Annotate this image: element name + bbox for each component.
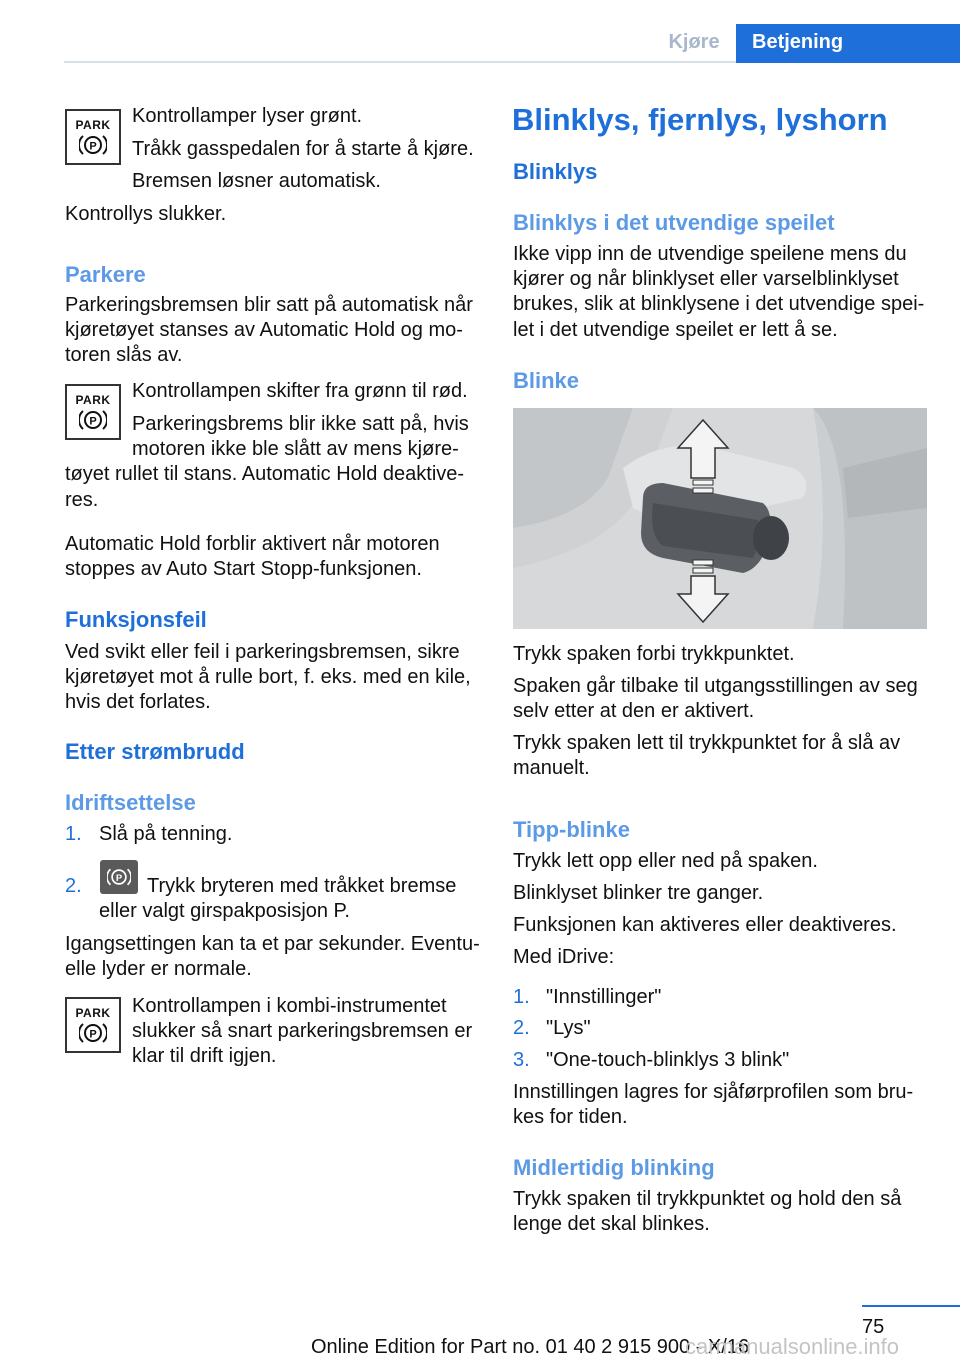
text-line: Ikke vipp inn de utvendige speilene mens du [513, 243, 907, 265]
park-icon-label: PARK [75, 118, 111, 132]
text-line: Tråkk gasspedalen for å starte å kjøre. [132, 138, 474, 160]
text-line: kjøretøyet mot å rulle bort, f. eks. med en kile, [65, 666, 471, 688]
list-item: "Innstillinger" [546, 986, 662, 1008]
text-line: Med iDrive: [513, 946, 615, 968]
park-icon-label: PARK [75, 393, 111, 407]
text-line: kjøretøyet stanses av Automatic Hold og mo‐ [65, 319, 463, 341]
step-text: Trykk bryteren med tråkket bremse [147, 875, 457, 897]
text-line: kes for tiden. [513, 1106, 628, 1128]
text-line: Parkeringsbrems blir ikke satt på, hvis [132, 413, 469, 435]
text-line: manuelt. [513, 757, 590, 779]
text-line: slukker så snart parkeringsbremsen er [132, 1020, 473, 1042]
page-number: 75 [862, 1316, 885, 1338]
svg-text:P: P [89, 140, 97, 153]
text-line: stoppes av Auto Start Stopp-funksjonen. [65, 558, 422, 580]
svg-text:P: P [89, 415, 97, 428]
text-line: Trykk spaken lett til trykkpunktet for å slå av [513, 732, 901, 754]
heading-idriftsettelse: Idriftsettelse [65, 790, 196, 815]
heading-tipp-blinke: Tipp-blinke [513, 817, 630, 842]
text-line: lenge det skal blinkes. [513, 1213, 710, 1235]
text-line: Spaken går tilbake til utgangsstillingen av seg [513, 675, 918, 697]
watermark: carmanualsonline.info [685, 1334, 900, 1359]
list-item: "Lys" [546, 1017, 591, 1039]
text-line: Kontrollamper lyser grønt. [132, 105, 363, 127]
text-line: Automatic Hold forblir aktivert når motoren [65, 533, 440, 555]
step-text: eller valgt girspakposisjon P. [99, 900, 350, 922]
turn-signal-lever-illustration [513, 408, 927, 629]
text-line: tøyet rullet til stans. Automatic Hold deaktive‐ [65, 463, 465, 485]
text-line: selv etter at den er aktivert. [513, 700, 755, 722]
text-line: Funksjonen kan aktiveres eller deaktiveres. [513, 914, 897, 936]
list-number: 2. [513, 1017, 530, 1039]
text-line: kjører og når blinklyset eller varselblinklyset [513, 268, 899, 290]
step-number: 2. [65, 875, 82, 897]
text-line: Trykk spaken til trykkpunktet og hold den så [513, 1188, 902, 1210]
heading-blinke: Blinke [513, 368, 580, 393]
text-line: motoren ikke ble slått av mens kjøre‐ [132, 438, 459, 460]
heading-funksjonsfeil: Funksjonsfeil [65, 607, 207, 632]
text-line: Igangsettingen kan ta et par sekunder. Eventu‐ [65, 933, 480, 955]
footer-rule [862, 1305, 960, 1307]
parking-brake-button-icon [100, 860, 138, 894]
text-line: brukes, slik at blinklysene i det utvendige spei‐ [513, 293, 925, 315]
heading-blinklys-fjernlys-lyshorn: Blinklys, fjernlys, lyshorn [512, 102, 888, 137]
list-item: "One-touch-blinklys 3 blink" [546, 1049, 790, 1071]
park-icon-label: PARK [75, 1006, 111, 1020]
heading-parkere: Parkere [65, 262, 146, 287]
text-line: Kontrollampen i kombi-instrumentet [132, 995, 447, 1017]
list-number: 1. [513, 986, 530, 1008]
heading-blinklys-speil: Blinklys i det utvendige speilet [513, 210, 835, 235]
parking-brake-symbol-icon [79, 408, 107, 432]
park-indicator-icon [65, 109, 121, 165]
text-line: elle lyder er normale. [65, 958, 252, 980]
tab-betjening[interactable]: Betjening [736, 24, 960, 63]
text-line: hvis det forlates. [65, 691, 211, 713]
svg-text:P: P [115, 871, 123, 883]
text-line: Trykk spaken forbi trykkpunktet. [513, 643, 795, 665]
text-line: res. [65, 489, 99, 511]
step-text: Slå på tenning. [99, 823, 233, 845]
park-indicator-icon [65, 384, 121, 440]
list-number: 3. [513, 1049, 530, 1071]
parking-brake-symbol-icon [79, 133, 107, 157]
heading-blinklys: Blinklys [513, 159, 598, 184]
edition-line: Online Edition for Part no. 01 40 2 915 900 - X/16 [311, 1336, 750, 1358]
text-line: Kontrollys slukker. [65, 203, 227, 225]
heading-midlertidig-blinking: Midlertidig blinking [513, 1155, 715, 1180]
park-indicator-icon [65, 997, 121, 1053]
text-line: Trykk lett opp eller ned på spaken. [513, 850, 818, 872]
text-line: let i det utvendige speilet er lett å se. [513, 319, 838, 341]
tab-kjore[interactable]: Kjøre [668, 31, 720, 53]
text-line: Blinklyset blinker tre ganger. [513, 882, 764, 904]
text-line: Bremsen løsner automatisk. [132, 170, 381, 192]
text-line: klar til drift igjen. [132, 1045, 277, 1067]
text-line: Ved svikt eller feil i parkeringsbremsen, sikre [65, 641, 460, 663]
text-line: Parkeringsbremsen blir satt på automatisk når [65, 294, 473, 316]
text-line: toren slås av. [65, 344, 183, 366]
text-line: Innstillingen lagres for sjåførprofilen som bru‐ [513, 1081, 914, 1103]
step-number: 1. [65, 823, 82, 845]
text-line: Kontrollampen skifter fra grønn til rød. [132, 380, 468, 402]
parking-brake-symbol-icon [79, 1021, 107, 1045]
heading-etter-strombrudd: Etter strømbrudd [65, 739, 245, 764]
svg-text:P: P [89, 1028, 97, 1041]
